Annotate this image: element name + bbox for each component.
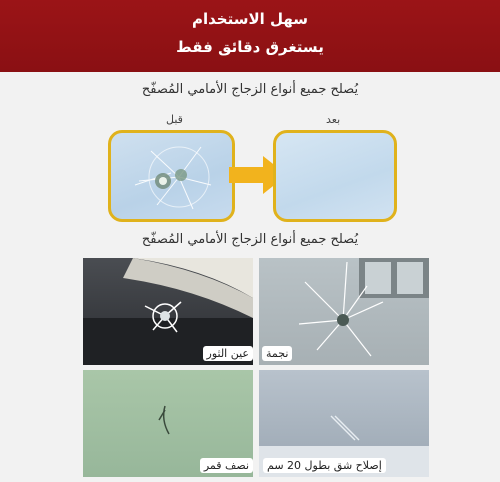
damage-label-bullseye: عين الثور bbox=[203, 346, 253, 361]
long-crack-damage-image bbox=[259, 370, 429, 477]
star-damage-image bbox=[259, 258, 429, 365]
bullseye-damage-image bbox=[83, 258, 253, 365]
damage-label-star: نجمة bbox=[262, 346, 292, 361]
before-label: قبل bbox=[166, 113, 183, 126]
after-glass-image bbox=[273, 130, 397, 222]
damage-label-half-moon: نصف قمر bbox=[200, 458, 253, 473]
before-glass-image bbox=[108, 130, 235, 222]
comparison-caption: يُصلح جميع أنواع الزجاج الأمامي المُصفّح bbox=[141, 82, 359, 97]
damage-label-long-crack: إصلاح شق بطول 20 سم bbox=[263, 458, 386, 473]
header-banner bbox=[0, 0, 500, 72]
banner-title: سهل الاستخدام bbox=[191, 10, 309, 28]
half-moon-damage-image bbox=[83, 370, 253, 477]
after-label: بعد bbox=[326, 113, 341, 126]
banner-subtitle: يستغرق دقائق فقط bbox=[176, 38, 324, 56]
damage-types-caption: يُصلح جميع أنواع الزجاج الأمامي المُصفّح bbox=[141, 232, 359, 247]
